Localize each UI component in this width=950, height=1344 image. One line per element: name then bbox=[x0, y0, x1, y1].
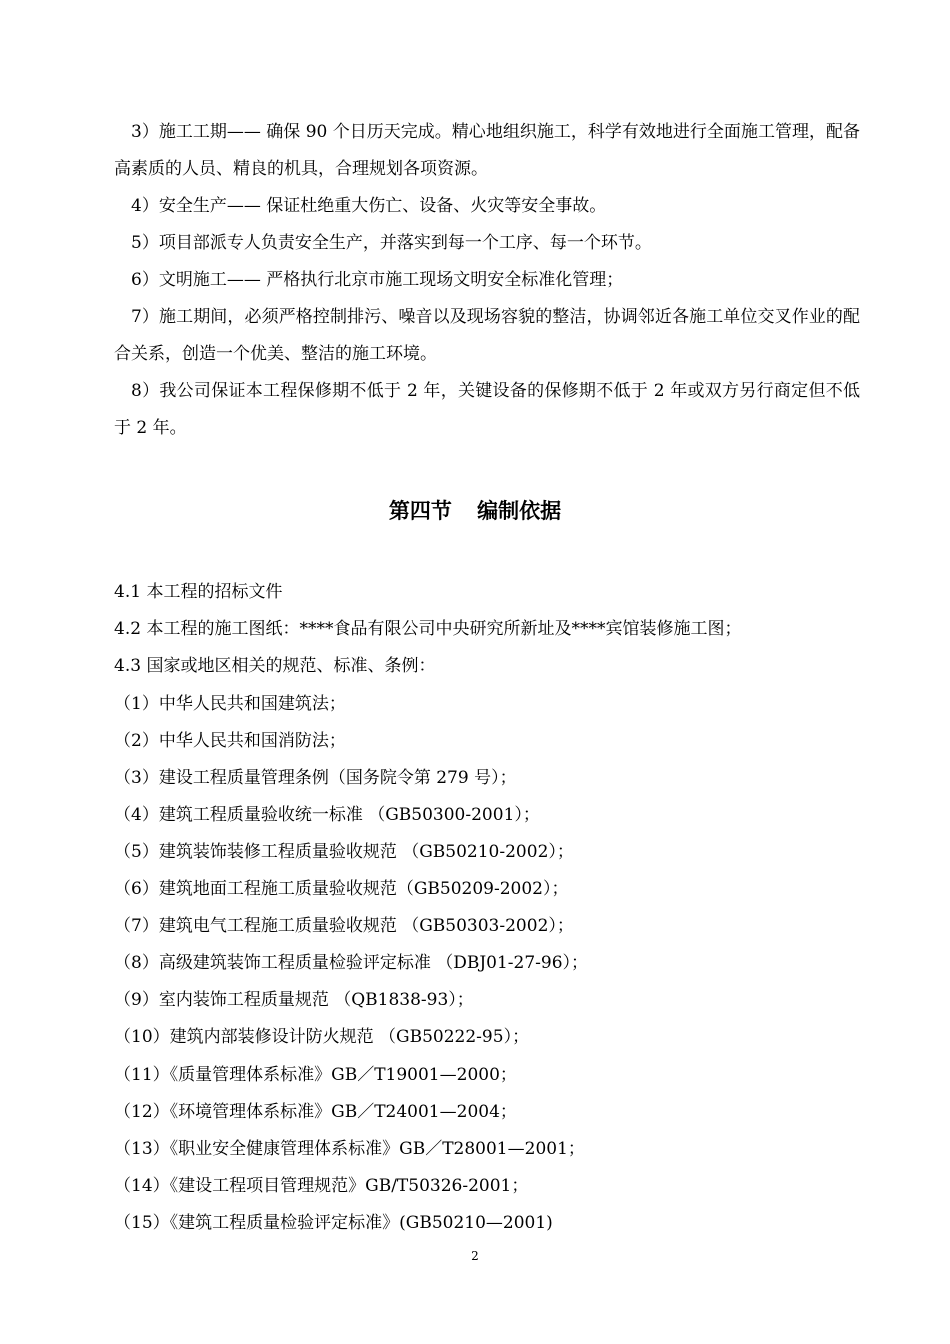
regulation-item: （2）中华人民共和国消防法； bbox=[114, 731, 346, 751]
basis-item-standards: 4.3 国家或地区相关的规范、标准、条例： bbox=[114, 656, 436, 676]
paragraph-warranty: 8）我公司保证本工程保修期不低于 2 年，关键设备的保修期不低于 2 年或双方另行商定但不低于 2 年。 bbox=[114, 381, 860, 438]
page-number: 2 bbox=[471, 1249, 479, 1263]
regulation-item: （7）建筑电气工程施工质量验收规范 （GB50303-2002）； bbox=[114, 916, 574, 936]
regulation-item: （8）高级建筑装饰工程质量检验评定标准 （DBJ01-27-96）； bbox=[114, 953, 589, 973]
regulation-item: （1）中华人民共和国建筑法； bbox=[114, 694, 346, 714]
section-title: 第四节 编制依据 bbox=[388, 498, 562, 523]
regulation-item: （12）《环境管理体系标准》GB／T24001—2004； bbox=[114, 1102, 517, 1122]
regulation-item: （4）建筑工程质量验收统一标准 （GB50300-2001）； bbox=[114, 805, 540, 825]
regulation-item: （14）《建设工程项目管理规范》GB/T50326-2001； bbox=[114, 1176, 529, 1196]
paragraph-schedule: 3）施工工期—— 确保 90 个日历天完成。精心地组织施工，科学有效地进行全面施工管理，配备高素质的人员、精良的机具，合理规划各项资源。 bbox=[114, 122, 860, 179]
basis-item-tender: 4.1 本工程的招标文件 bbox=[114, 582, 283, 602]
regulation-item: （5）建筑装饰装修工程质量验收规范 （GB50210-2002）； bbox=[114, 842, 574, 862]
regulation-item: （10）建筑内部装修设计防火规范 （GB50222-95）； bbox=[114, 1027, 530, 1047]
paragraph-safety: 4）安全生产—— 保证杜绝重大伤亡、设备、火灾等安全事故。 bbox=[131, 196, 607, 216]
regulation-item: （3）建设工程质量管理条例（国务院令第 279 号）； bbox=[114, 768, 517, 788]
regulation-item: （13）《职业安全健康管理体系标准》GB／T28001—2001； bbox=[114, 1139, 585, 1159]
basis-item-drawings: 4.2 本工程的施工图纸：****食品有限公司中央研究所新址及****宾馆装修施工图； bbox=[114, 619, 742, 639]
regulation-item: （6）建筑地面工程施工质量验收规范（GB50209-2002）； bbox=[114, 879, 569, 899]
paragraph-safety-staff: 5）项目部派专人负责安全生产，并落实到每一个工序、每一个环节。 bbox=[131, 233, 652, 253]
regulation-item: （15）《建筑工程质量检验评定标准》(GB50210—2001) bbox=[114, 1213, 553, 1233]
paragraph-pollution-control: 7）施工期间，必须严格控制排污、噪音以及现场容貌的整洁，协调邻近各施工单位交叉作业的配合关系，创造一个优美、整洁的施工环境。 bbox=[114, 307, 860, 364]
paragraph-civilized-construction: 6）文明施工—— 严格执行北京市施工现场文明安全标准化管理； bbox=[131, 270, 624, 290]
regulation-item: （11）《质量管理体系标准》GB／T19001—2000； bbox=[114, 1065, 517, 1085]
regulation-item: （9）室内装饰工程质量规范 （QB1838-93）； bbox=[114, 990, 474, 1010]
